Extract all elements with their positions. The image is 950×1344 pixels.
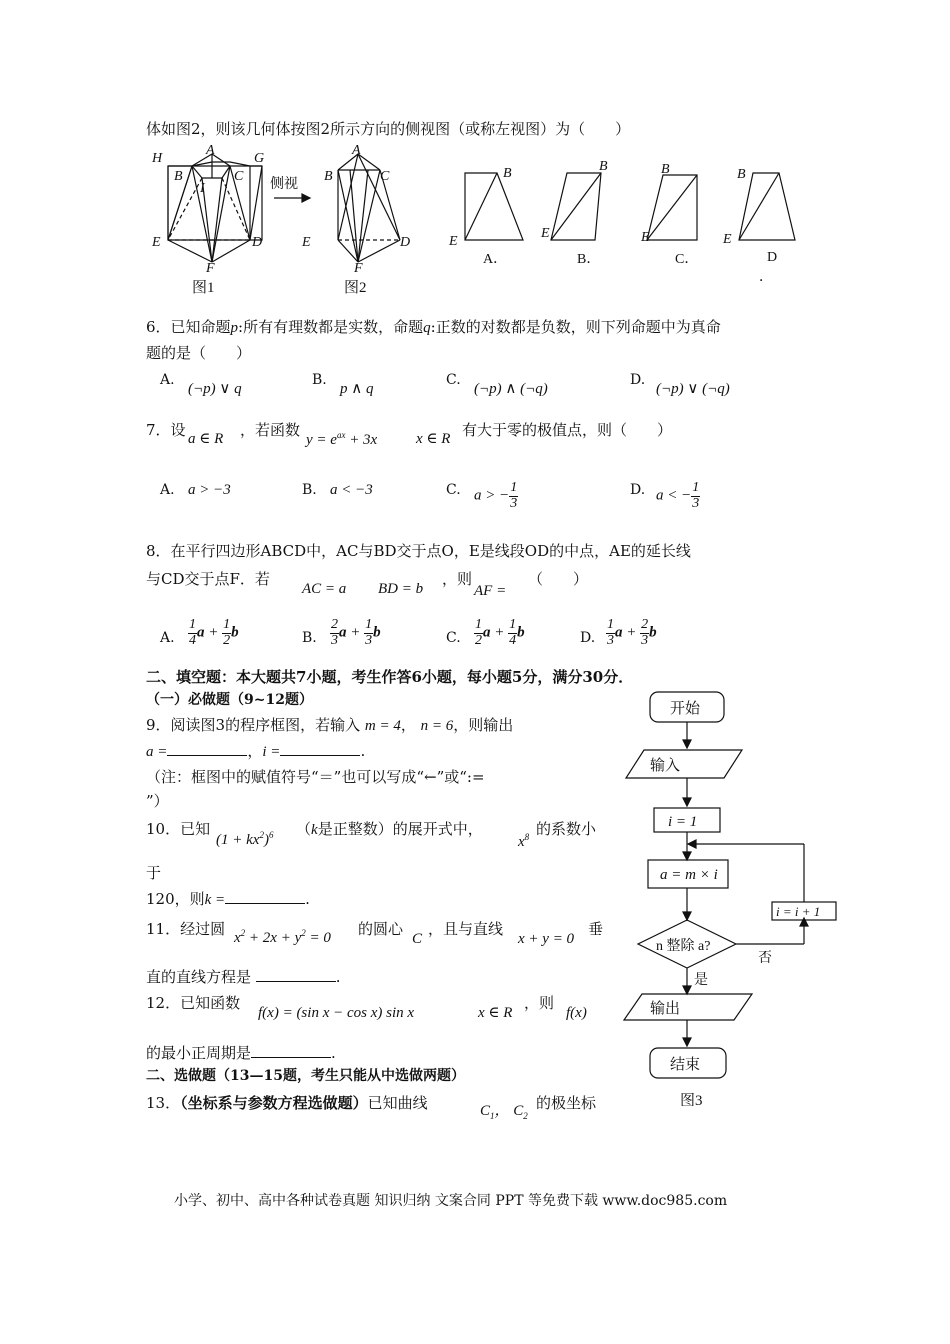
optA-label-E: E xyxy=(449,234,458,249)
q6-line2: 题的是（ ） xyxy=(146,344,252,362)
fc-assign: a = m × i xyxy=(660,867,718,883)
q9-note1: （注：框图中的赋值符号“＝”也可以写成“←”或“:= xyxy=(146,768,485,786)
fc-yes: 是 xyxy=(694,973,708,988)
q6-q: q xyxy=(423,320,431,336)
q7-x-in-R: x ∈ R xyxy=(416,431,451,447)
q6-opt-A-label: A. xyxy=(160,372,175,388)
fc-input-box xyxy=(626,750,742,778)
q8-line2-pre: 与CD交于点F．若 xyxy=(146,570,270,588)
q9-line2: a = ，i = . xyxy=(146,742,366,760)
q8-then: ，则 xyxy=(442,570,473,588)
fig2-label-A: A xyxy=(352,143,361,158)
q10-blank xyxy=(225,891,305,904)
q7-func: $y = e^{ax} + 3x$ xyxy=(306,430,378,448)
fig1-label-C: C xyxy=(234,169,244,184)
q9-blank-a xyxy=(167,743,247,756)
fc-input: 输入 xyxy=(650,758,681,774)
q12-then: ，则 xyxy=(524,994,555,1012)
fc-caption: 图3 xyxy=(680,1093,703,1106)
q6-opt-A: (¬p) ∨ q xyxy=(188,381,242,397)
optB-label-B: B xyxy=(599,159,608,174)
q10-mid: （k是正整数）的展开式中， xyxy=(296,820,483,838)
q11-line: x + y = 0 xyxy=(518,931,575,947)
q8-line1: 8．在平行四边形ABCD中，AC与BD交于点O，E是线段OD的中点，AE的延长线 xyxy=(146,542,691,560)
q5-option-A: A． xyxy=(483,252,508,267)
fig2-label-E: E xyxy=(302,235,311,250)
q10-pre: 10．已知 xyxy=(146,820,211,838)
section2-sub2: 二、选做题（13—15题，考生只能从中选做两题） xyxy=(146,1068,465,1084)
q8-opt-B-label: B. xyxy=(302,630,317,646)
q8-opt-A: $\frac{1}{4}$ a + $\frac{1}{2}$ b xyxy=(189,617,239,648)
q10-line2: 于 xyxy=(146,864,162,882)
q8-opt-A-label: A. xyxy=(160,630,175,646)
q11-post: 垂 xyxy=(588,920,604,938)
q8-BD: BD = b xyxy=(378,581,424,597)
fig1-label-A: A xyxy=(206,143,215,158)
optD-label-E: E xyxy=(723,232,732,247)
q6-opt-D: (¬p) ∨ (¬q) xyxy=(656,381,730,397)
q9-line1: 9．阅读图3的程序框图，若输入 m = 4， n = 6，则输出 xyxy=(146,716,514,734)
fig1-label-D: D xyxy=(252,235,263,250)
q11-C: C xyxy=(412,931,423,947)
fc-output: 输出 xyxy=(650,1001,681,1017)
q8-opt-B: $\frac{2}{3}$ a + $\frac{1}{3}$ b xyxy=(331,617,381,648)
q8-opt-D-label: D. xyxy=(580,630,596,646)
q6-p: p xyxy=(230,320,239,336)
q7-opt-A: a > −3 xyxy=(188,482,231,498)
q5-option-D: D xyxy=(767,250,778,265)
q7-opt-D: a < − $\frac{1}{3}$ xyxy=(656,480,700,511)
q12-func: f(x) = (sin x − cos x) sin x xyxy=(258,1005,415,1021)
q8-opt-C-label: C. xyxy=(446,630,461,646)
q10-post: 的系数小 xyxy=(536,820,597,838)
fig1-label-H: H xyxy=(152,151,163,166)
q6-line1: 6．已知命题p:所有有理数都是实数，命题q:正数的对数都是负数，则下列命题中为真命 xyxy=(146,318,721,336)
fc-no: 否 xyxy=(758,951,772,966)
fc-increment: i = i + 1 xyxy=(776,904,821,919)
fig1-caption: 图1 xyxy=(192,280,215,296)
fig1-label-F: F xyxy=(206,261,215,276)
optC-label-B: B xyxy=(661,162,670,177)
q5-text: 体如图2，则该几何体按图2所示方向的侧视图（或称左视图）为（ ） xyxy=(146,120,631,138)
q12-blank xyxy=(251,1045,331,1058)
section2-sub1: （一）必做题（9~12题） xyxy=(146,692,313,708)
q12-fx: f(x) xyxy=(566,1005,587,1021)
optD-label-B: B xyxy=(737,167,746,182)
q7-opt-A-label: A. xyxy=(160,482,175,498)
q7-post: 有大于零的极值点，则（ ） xyxy=(462,421,673,439)
q9-note2: ”） xyxy=(146,792,169,810)
fig2-label-D: D xyxy=(400,235,411,250)
q6-opt-B: p ∧ q xyxy=(340,381,374,397)
q13-line: 13．（坐标系与参数方程选做题）已知曲线 xyxy=(146,1094,428,1112)
q7-opt-B: a < −3 xyxy=(330,482,373,498)
fig1-label-B: B xyxy=(174,169,183,184)
q13-c1-c2: $C_1$， $C_2$ xyxy=(480,1103,528,1121)
q7-mid: ，若函数 xyxy=(240,421,301,439)
q12-x-in-R: x ∈ R xyxy=(478,1005,513,1021)
q5-option-figures xyxy=(445,155,805,295)
q11-circle: $x^2 + 2x + y^2 = 0$ xyxy=(234,928,331,946)
section2-heading: 二、填空题：本大题共7小题，考生作答6小题，每小题5分，满分30分． xyxy=(146,668,634,686)
optB-label-E: E xyxy=(541,226,550,241)
fc-init: i = 1 xyxy=(668,814,698,830)
q6-opt-B-label: B. xyxy=(312,372,327,388)
q5-figures xyxy=(150,140,440,300)
optA-label-B: B xyxy=(503,166,512,181)
fig2-caption: 图2 xyxy=(344,280,367,296)
fc-start: 开始 xyxy=(670,701,701,717)
fc-decision-text: n 整除 a? xyxy=(656,939,711,954)
q6-mid: 所有有理数都是实数，命题 xyxy=(243,318,424,336)
q7-prefix: 7．设 xyxy=(146,421,186,439)
fc-output-box xyxy=(624,994,752,1020)
q8-opt-D: $\frac{1}{3}$ a + $\frac{2}{3}$ b xyxy=(607,617,657,648)
q6-prefix: 6．已知命题 xyxy=(146,318,231,336)
q6-post: 正数的对数都是负数，则下列命题中为真命 xyxy=(435,318,721,336)
q12-pre: 12．已知函数 xyxy=(146,994,241,1012)
q10-expr: $(1 + kx^2)^6$ xyxy=(216,830,274,848)
q11-mid2: ，且与直线 xyxy=(428,920,504,938)
q7-opt-D-label: D. xyxy=(630,482,646,498)
fig2-label-B: B xyxy=(324,169,333,184)
q11-blank xyxy=(256,969,336,982)
q12-line2: 的最小正周期是 . xyxy=(146,1044,336,1062)
q8-paren: （ ） xyxy=(528,570,589,588)
fig1-label-E: E xyxy=(152,235,161,250)
q7-opt-B-label: B. xyxy=(302,482,317,498)
q7-opt-C: a > − $\frac{1}{3}$ xyxy=(474,480,518,511)
q5-option-D-dot: ． xyxy=(759,270,773,285)
q8-AC: AC = a xyxy=(302,581,347,597)
optC-label-E: E xyxy=(641,230,650,245)
side-view-label: 侧视 xyxy=(270,177,298,192)
fig2-label-C: C xyxy=(380,169,390,184)
q8-AF: AF = xyxy=(474,583,507,599)
q11-pre: 11．经过圆 xyxy=(146,920,226,938)
q11-mid: 的圆心 xyxy=(358,920,404,938)
fig1-label-I: I xyxy=(200,181,205,196)
q6-opt-C-label: C. xyxy=(446,372,461,388)
q9-blank-i xyxy=(280,743,360,756)
q8-opt-C: $\frac{1}{2}$ a + $\frac{1}{4}$ b xyxy=(475,617,525,648)
q10-x8: $x^8$ xyxy=(518,832,530,850)
q5-option-B: B． xyxy=(577,252,601,267)
q13-post: 的极坐标 xyxy=(536,1094,597,1112)
q6-opt-D-label: D. xyxy=(630,372,646,388)
q10-line3: 120，则k = . xyxy=(146,890,310,908)
q6-opt-C: (¬p) ∧ (¬q) xyxy=(474,381,548,397)
q7-a-in-R: a ∈ R xyxy=(188,431,224,447)
fig2-label-F: F xyxy=(354,261,363,276)
q5-option-C: C． xyxy=(675,252,699,267)
fc-end: 结束 xyxy=(670,1057,701,1073)
footer: 小学、初中、高中各种试卷真题 知识归纳 文案合同 PPT 等免费下载 www.doc985.com xyxy=(174,1193,728,1209)
fig1-label-G: G xyxy=(254,151,265,166)
q11-line2: 直的直线方程是 . xyxy=(146,968,341,986)
flowchart xyxy=(618,686,848,1106)
q7-opt-C-label: C. xyxy=(446,482,461,498)
